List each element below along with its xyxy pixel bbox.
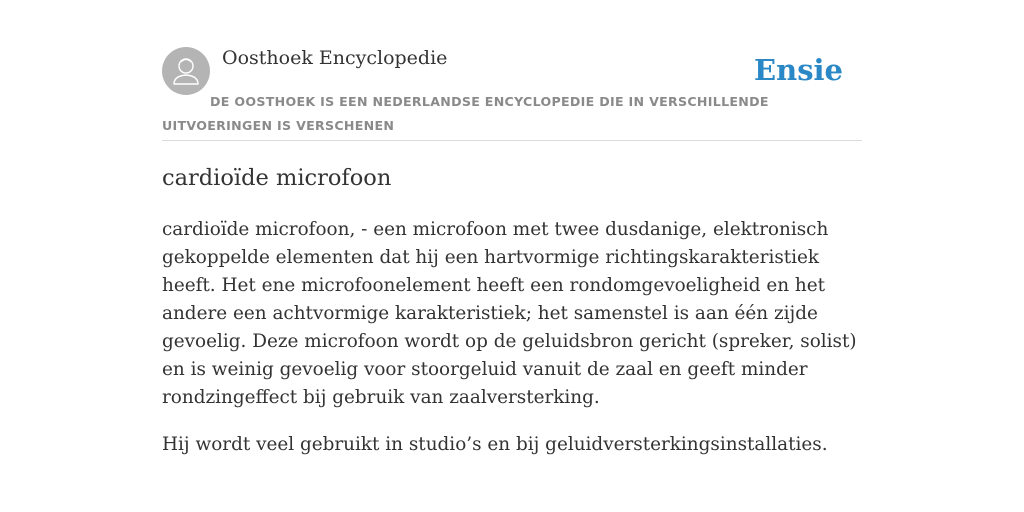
article-body bbox=[162, 216, 862, 478]
brand-logo[interactable]: Ensie bbox=[754, 53, 843, 87]
source-description: DE OOSTHOEK IS EEN NEDERLANDSE ENCYCLOPEDIE DIE IN VERSCHILLENDE UITVOERINGEN IS VERSCHENEN bbox=[162, 94, 769, 133]
source-header bbox=[162, 44, 862, 141]
article-paragraph: cardioïde microfoon, - een microfoon met twee dusdanige, elektronisch gekoppelde elementen dat hij een hartvormige richtingskarakteristiek heeft. Het ene microfoonelement heeft een rondomgevoeligheid en het andere een achtvormige karakteristiek; het samenstel is aan één zijde gevoelig. Deze microfoon wordt op de geluidsbron gericht (spreker, solist) en is weinig gevoelig voor stoorgeluid vanuit de zaal en geeft minder rondzingeffect bij gebruik van zaalversterking. bbox=[162, 219, 857, 408]
article-paragraph: Hij wordt veel gebruikt in studio’s en bij geluidversterkingsinstallaties. bbox=[162, 434, 828, 455]
article-title: cardioïde microfoon bbox=[162, 165, 392, 191]
source-name-link[interactable]: Oosthoek Encyclopedie bbox=[222, 47, 448, 69]
user-avatar-icon[interactable] bbox=[162, 47, 210, 95]
